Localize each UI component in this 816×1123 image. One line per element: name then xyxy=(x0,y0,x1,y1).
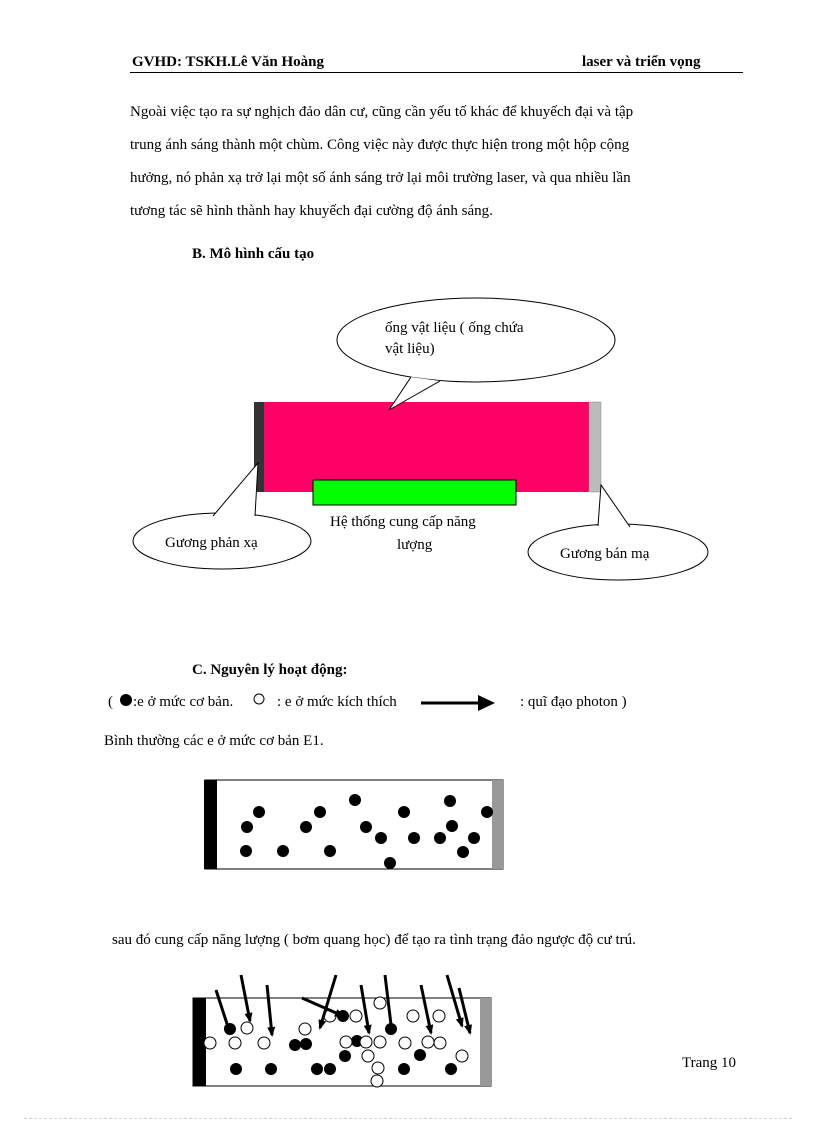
page-number: Trang 10 xyxy=(682,1055,737,1071)
normal-state-diagram xyxy=(204,780,504,869)
energy-label-line1: Hệ thống cung cấp năng xyxy=(330,514,476,530)
semi-mirror-label: Gương bán mạ xyxy=(560,546,650,562)
energy-pump-system xyxy=(313,480,516,505)
legend-ground-label: :e ở mức cơ bản. xyxy=(133,694,234,710)
header-topic: laser và triển vọng xyxy=(582,54,701,70)
legend-photon-label: : quĩ đạo photon ) xyxy=(520,694,627,710)
pumped-state-diagram xyxy=(193,975,492,1087)
section-b-heading: B. Mô hình cấu tạo xyxy=(192,246,315,262)
paragraph-line: hưởng, nó phản xạ trở lại một số ánh sáng trở lại môi trường laser, và qua nhiều lần xyxy=(130,170,631,186)
legend-excited-label: : e ở mức kích thích xyxy=(277,694,397,710)
pump-text: sau đó cung cấp năng lượng ( bơm quang học) để tạo ra tình trạng đảo ngược độ cư trú. xyxy=(112,932,636,948)
energy-label-line2: lượng xyxy=(397,537,433,553)
legend-open-paren: ( xyxy=(108,694,113,710)
section-c-heading: C. Nguyên lý hoạt động: xyxy=(192,662,348,678)
ground-electron-icon xyxy=(120,694,132,706)
tube-label-line2: vật liệu) xyxy=(385,341,435,357)
legend-symbols xyxy=(108,694,627,711)
tube-label-line1: ống vật liệu ( ống chứa xyxy=(385,320,524,336)
semi-transparent-mirror xyxy=(589,402,601,492)
photon-arrow-icon xyxy=(478,695,495,711)
semi-transparent-mirror xyxy=(480,998,492,1086)
paragraph-line: tương tác sẽ hình thành hay khuyếch đại cường độ ánh sáng. xyxy=(130,203,493,219)
paragraph-line: trung ánh sáng thành một chùm. Công việc này được thực hiện trong một hộp cộng xyxy=(130,137,630,153)
semi-mirror-callout xyxy=(528,485,708,580)
tube-callout xyxy=(337,298,615,410)
excited-electron-icon xyxy=(254,694,264,704)
semi-transparent-mirror xyxy=(492,780,504,869)
reflector-label: Gương phản xạ xyxy=(165,535,258,551)
page-bottom-rule xyxy=(24,1118,792,1119)
header-supervisor: GVHD: TSKH.Lê Văn Hoàng xyxy=(132,54,324,70)
laser-diagram xyxy=(133,298,708,580)
normal-state-text: Bình thường các e ở mức cơ bản E1. xyxy=(104,733,324,749)
paragraph-line: Ngoài việc tạo ra sự nghịch đảo dân cư, cũng cần yếu tố khác để khuyếch đại và tập xyxy=(130,104,634,120)
laser-tube xyxy=(262,402,590,492)
reflector-mirror xyxy=(204,780,217,869)
